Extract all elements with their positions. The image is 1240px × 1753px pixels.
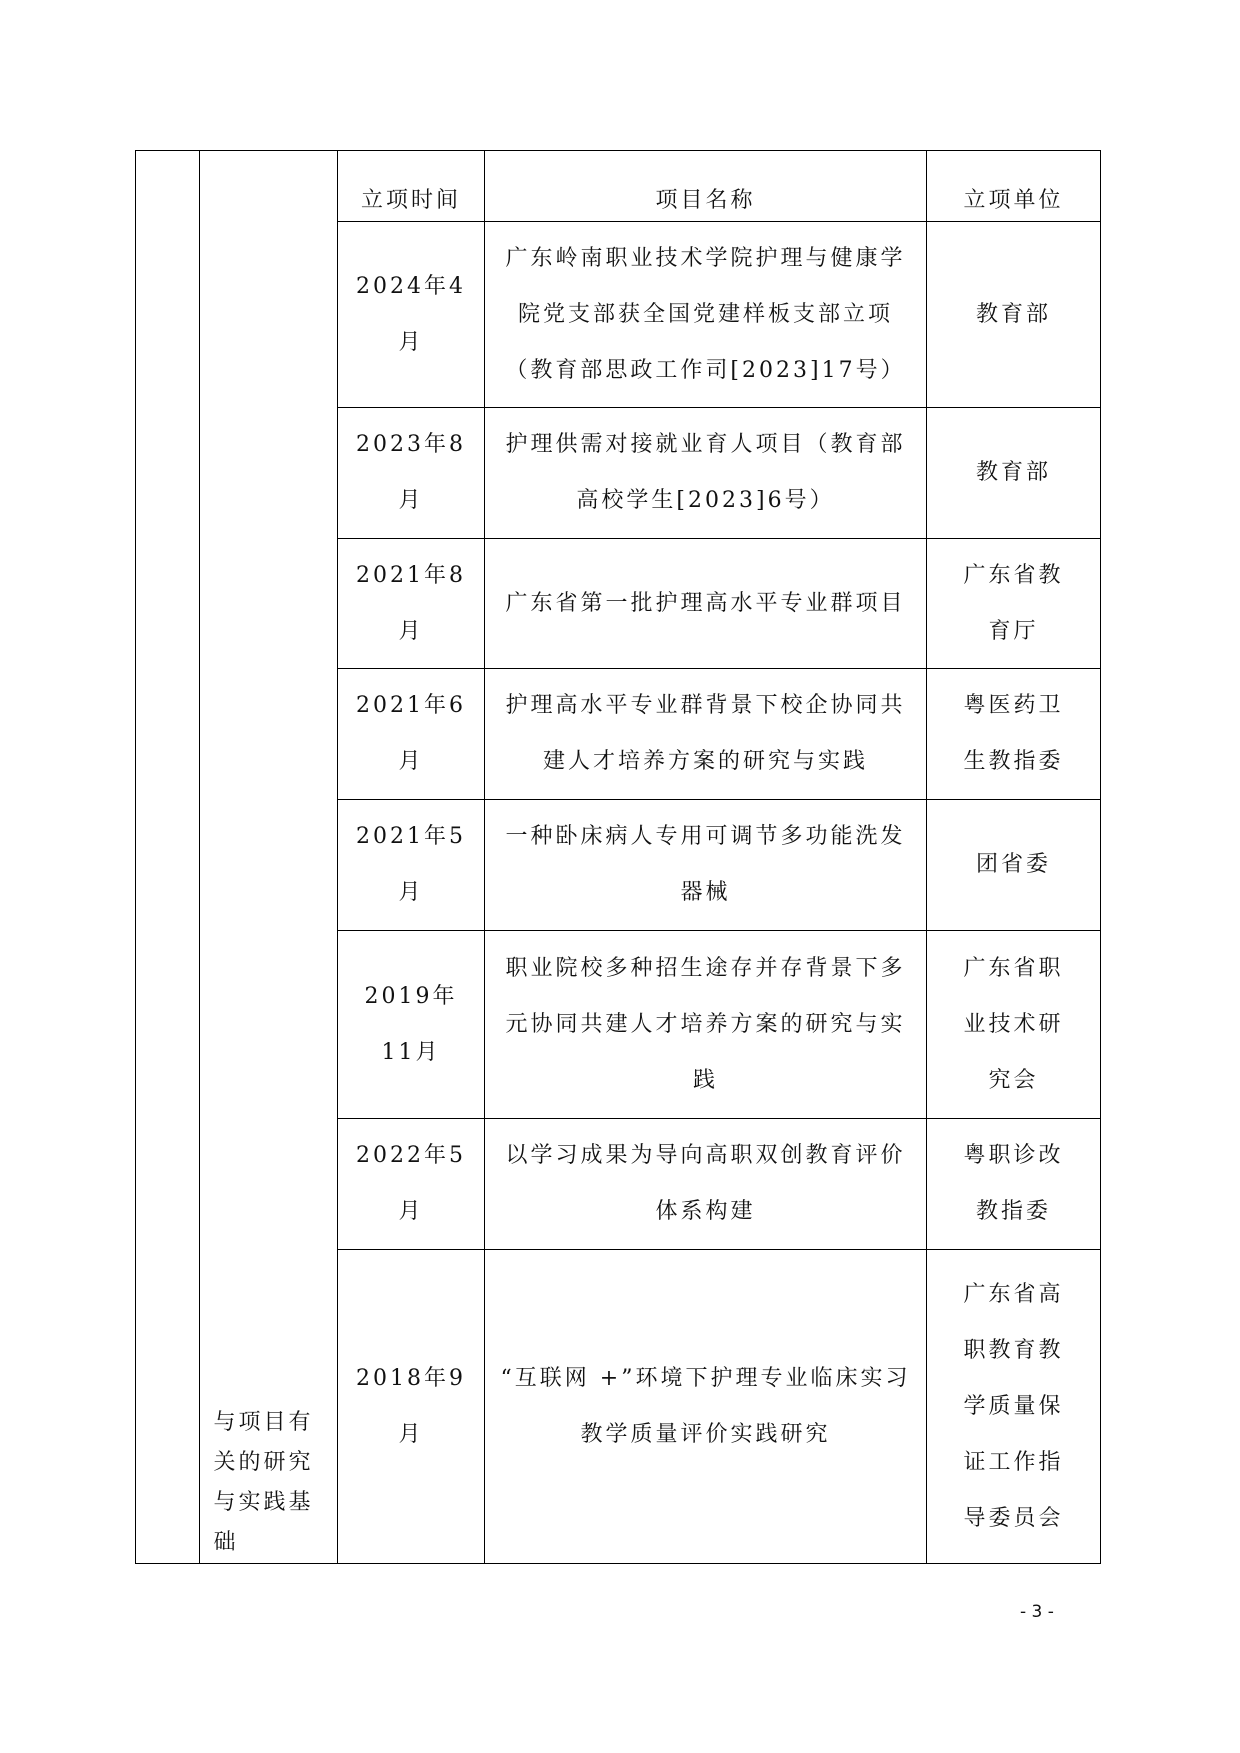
- row-unit: 教育部: [927, 408, 1101, 539]
- header-name: 项目名称: [485, 151, 927, 222]
- header-date: 立项时间: [338, 151, 485, 222]
- blank-column: [136, 151, 200, 1564]
- row-project-name: 护理高水平专业群背景下校企协同共建人才培养方案的研究与实践: [485, 669, 927, 800]
- row-unit: 教育部: [927, 222, 1101, 408]
- row-unit: 广东省教育厅: [927, 539, 1101, 669]
- row-date: 2019年11月: [338, 931, 485, 1119]
- row-unit: 粤医药卫生教指委: [927, 669, 1101, 800]
- row-date: 2024年4月: [338, 222, 485, 408]
- row-project-name: 以学习成果为导向高职双创教育评价体系构建: [485, 1119, 927, 1250]
- section-label-cell: [200, 151, 338, 1564]
- row-project-name: 广东省第一批护理高水平专业群项目: [485, 539, 927, 669]
- row-date: 2023年8月: [338, 408, 485, 539]
- row-project-name: 一种卧床病人专用可调节多功能洗发器械: [485, 800, 927, 931]
- page-number: - 3 -: [1020, 1602, 1054, 1622]
- section-label: 与项目有关的研究与实践基础: [213, 1410, 314, 1555]
- row-unit: 团省委: [927, 800, 1101, 931]
- project-table: [135, 150, 1101, 1564]
- row-date: 2021年6月: [338, 669, 485, 800]
- row-project-name: 护理供需对接就业育人项目（教育部高校学生[2023]6号）: [485, 408, 927, 539]
- row-date: 2021年5月: [338, 800, 485, 931]
- row-project-name: 职业院校多种招生途存并存背景下多元协同共建人才培养方案的研究与实践: [485, 931, 927, 1119]
- row-unit: 广东省职业技术研究会: [927, 931, 1101, 1119]
- row-unit: 粤职诊改教指委: [927, 1119, 1101, 1250]
- table-header-row: [136, 151, 1101, 222]
- row-date: 2021年8月: [338, 539, 485, 669]
- row-date: 2022年5月: [338, 1119, 485, 1250]
- row-unit: 广东省高职教育教学质量保证工作指导委员会: [927, 1250, 1101, 1564]
- header-unit: 立项单位: [927, 151, 1101, 222]
- row-project-name: 广东岭南职业技术学院护理与健康学院党支部获全国党建样板支部立项（教育部思政工作司[2023]17号）: [485, 222, 927, 408]
- row-project-name: “互联网 +”环境下护理专业临床实习教学质量评价实践研究: [485, 1250, 927, 1564]
- row-date: 2018年9月: [338, 1250, 485, 1564]
